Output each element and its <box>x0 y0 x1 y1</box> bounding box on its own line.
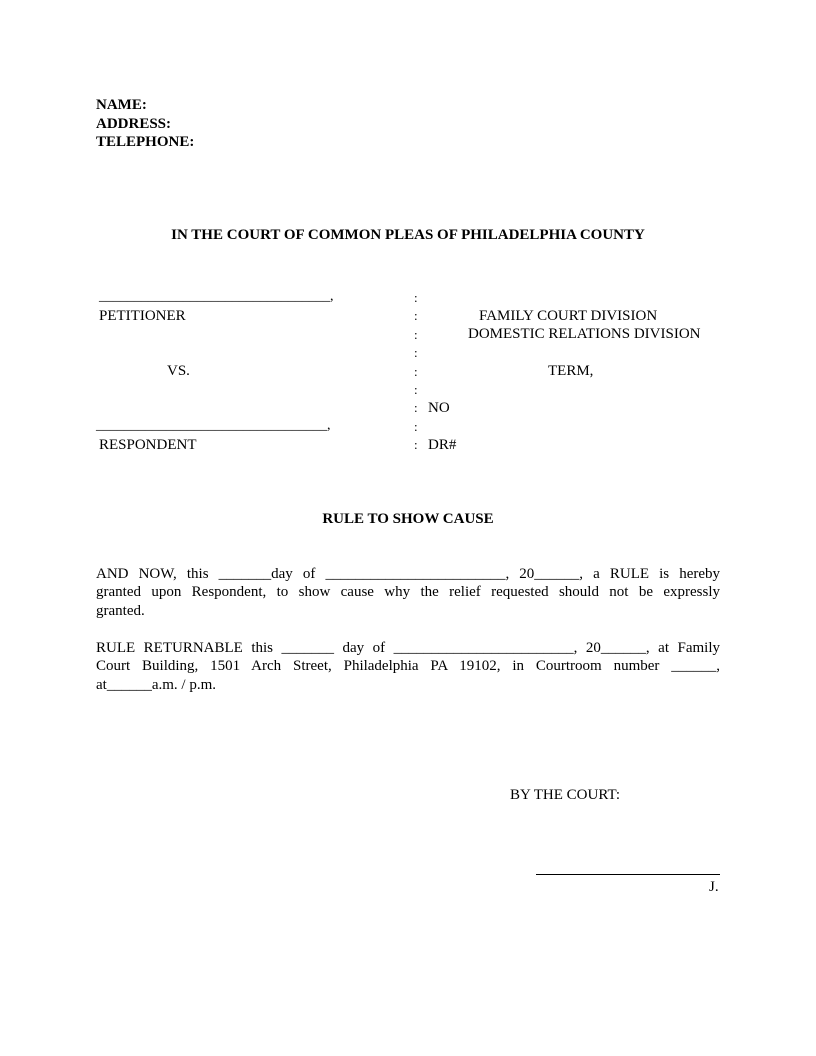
dr-label: DR# <box>428 437 457 453</box>
caption-colon: : <box>414 308 418 324</box>
paragraph-line: granted upon Respondent, to show cause why the relief requested should not be expressly <box>96 584 720 601</box>
respondent-label: RESPONDENT <box>99 437 197 453</box>
term-label: TERM, <box>548 363 594 379</box>
paragraph-line: granted. <box>96 602 145 619</box>
name-label: NAME: <box>96 97 147 113</box>
paragraph-line: Court Building, 1501 Arch Street, Philadelphia PA 19102, in Courtroom number ______, <box>96 658 720 675</box>
paragraph-line: RULE RETURNABLE this _______ day of ________________________, 20______, at Family <box>96 640 720 656</box>
rule-paragraph-and-now <box>96 565 720 620</box>
vs-label: VS. <box>167 363 190 379</box>
paragraph-line: AND NOW, this _______day of ________________________, 20______, a RULE is hereby <box>96 566 720 582</box>
domestic-relations-division: DOMESTIC RELATIONS DIVISION <box>468 326 701 342</box>
no-label: NO <box>428 400 450 416</box>
address-label: ADDRESS: <box>96 116 172 132</box>
telephone-label: TELEPHONE: <box>96 134 195 150</box>
rule-paragraph-returnable <box>96 639 720 694</box>
by-the-court-label: BY THE COURT: <box>510 787 621 803</box>
caption-colon: : <box>414 437 418 453</box>
caption-colon: : <box>414 345 418 361</box>
petitioner-label: PETITIONER <box>99 308 186 324</box>
caption-colon: : <box>414 381 418 397</box>
rule-title: RULE TO SHOW CAUSE <box>322 511 494 527</box>
court-title: IN THE COURT OF COMMON PLEAS OF PHILADELPHIA COUNTY <box>171 227 645 243</box>
paragraph-line: at______a.m. / p.m. <box>96 676 216 693</box>
caption-colon-column <box>414 289 424 455</box>
family-court-division: FAMILY COURT DIVISION <box>479 308 658 324</box>
caption-colon: : <box>414 326 418 342</box>
caption-colon: : <box>414 363 418 379</box>
caption-colon: : <box>414 400 418 416</box>
caption-colon: : <box>414 418 418 434</box>
judge-suffix: J. <box>709 879 719 895</box>
respondent-blank: _________________________________, <box>96 418 331 433</box>
petitioner-blank: _________________________________, <box>99 289 334 304</box>
judge-signature-line <box>536 874 720 875</box>
caption-colon: : <box>414 290 418 305</box>
